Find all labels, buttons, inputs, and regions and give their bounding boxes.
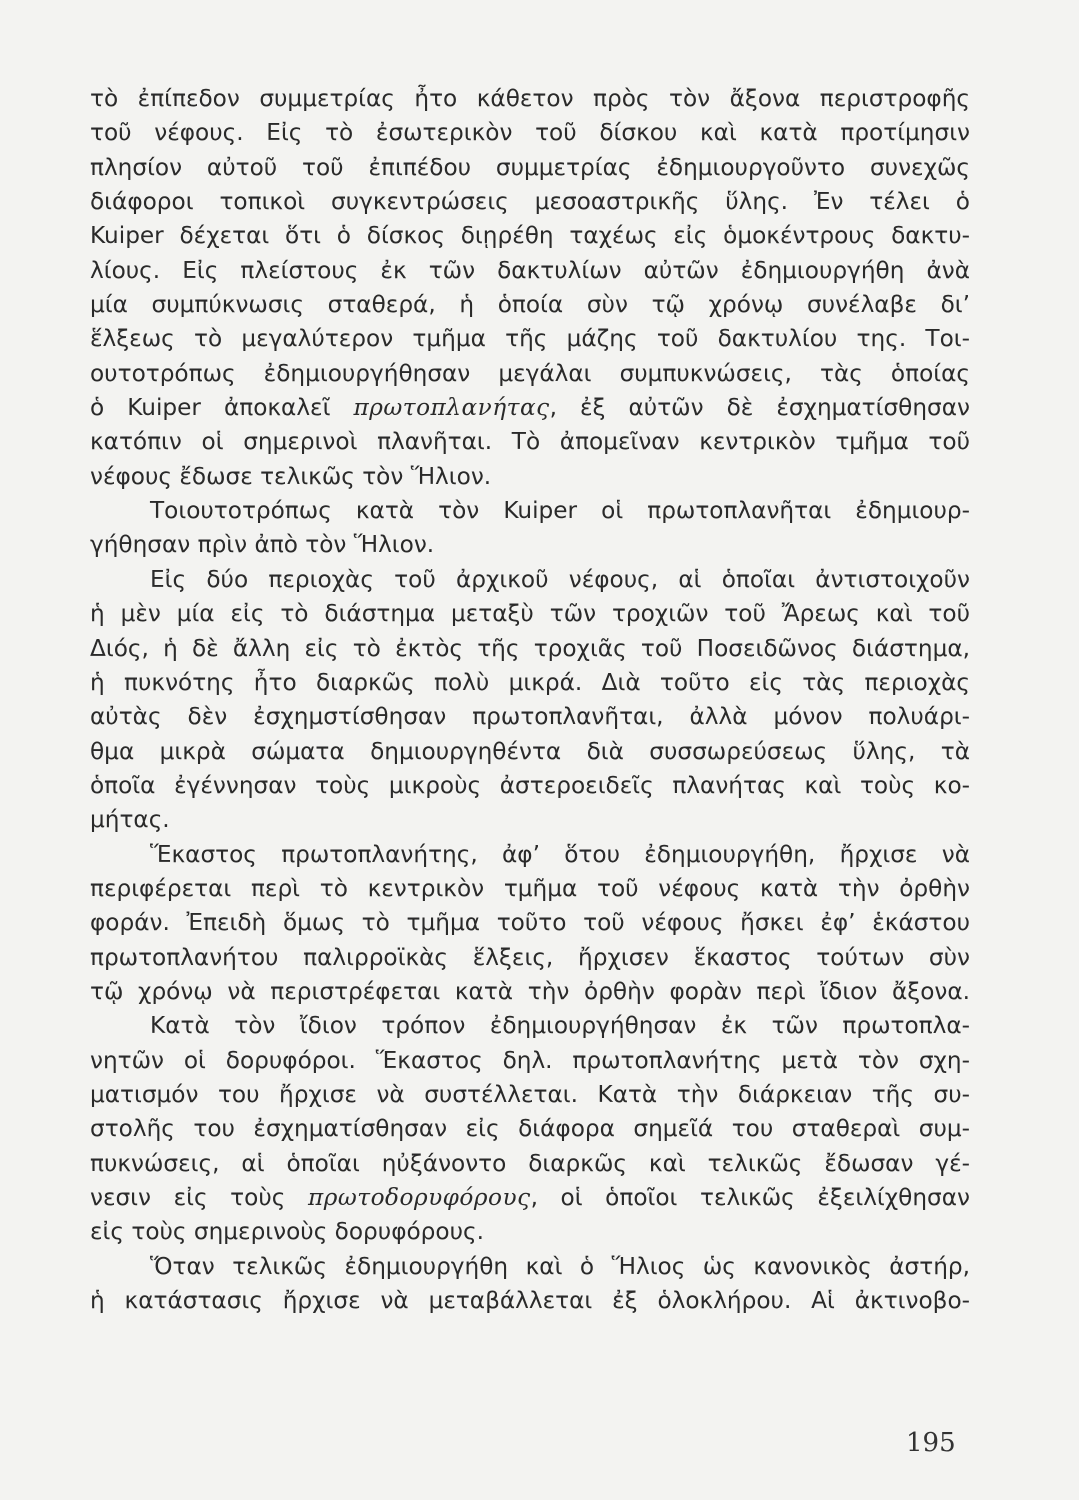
- text-line: ἡ κατάστασις ἤρχισε νὰ μεταβάλλεται ἐξ ὁλοκλήρου. Αἱ ἀκτινοβο-: [90, 1287, 970, 1315]
- text-line: ὁποῖα ἐγέννησαν τοὺς μικροὺς ἀστεροειδεῖς πλανήτας καὶ τοὺς κο-: [90, 771, 970, 799]
- text-line: ἕλξεως τὸ μεγαλύτερον τμῆμα τῆς μάζης τοῦ δακτυλίου της. Τοι-: [90, 325, 970, 353]
- text-line: τὸ ἐπίπεδον συμμετρίας ἦτο κάθετον πρὸς τὸν ἄξονα περιστροφῆς: [90, 85, 970, 112]
- text-line: [90, 1181, 970, 1215]
- text-line: ματισμόν του ἤρχισε νὰ συστέλλεται. Κατὰ τὴν διάρκειαν τῆς συ-: [90, 1080, 970, 1108]
- text-line: περιφέρεται περὶ τὸ κεντρικὸν τμῆμα τοῦ νέφους κατὰ τὴν ὀρθὴν: [90, 874, 970, 902]
- text-line: ἡ μὲν μία εἰς τὸ διάστημα μεταξὺ τῶν τροχιῶν τοῦ Ἄρεως καὶ τοῦ: [90, 600, 970, 628]
- text-line: τοῦ νέφους. Εἰς τὸ ἐσωτερικὸν τοῦ δίσκου καὶ κατὰ προτίμησιν: [90, 119, 970, 147]
- text-line: Διός, ἡ δὲ ἄλλη εἰς τὸ ἐκτὸς τῆς τροχιᾶς τοῦ Ποσειδῶνος διάστημα,: [90, 634, 970, 662]
- text-line: ουτοτρόπως ἐδημιουργήθησαν μεγάλαι συμπυκνώσεις, τὰς ὁποίας: [90, 359, 970, 387]
- page-number: 195: [906, 1428, 956, 1458]
- text-line: αὐτὰς δὲν ἐσχημστίσθησαν πρωτοπλανῆται, ἀλλὰ μόνον πολυάρι-: [90, 703, 970, 731]
- body-text: [90, 82, 970, 1318]
- text-line: Τοιουτοτρόπως κατὰ τὸν Kuiper οἱ πρωτοπλανῆται ἐδημιουρ-: [150, 497, 970, 525]
- text-line: τῷ χρόνῳ νὰ περιστρέφεται κατὰ τὴν ὀρθὴν φορὰν περὶ ἴδιον ἄξονα.: [90, 977, 970, 1005]
- italic-term: πρωτοδορυφόρους: [307, 1184, 531, 1211]
- text-segment: ὁ Kuiper ἀποκαλεῖ: [90, 394, 354, 422]
- text-line: γήθησαν πρὶν ἀπὸ τὸν Ἥλιον.: [90, 531, 435, 559]
- text-line: νητῶν οἱ δορυφόροι. Ἕκαστος δηλ. πρωτοπλανήτης μετὰ τὸν σχη-: [90, 1046, 970, 1074]
- italic-term: πρωτοπλανήτας: [353, 394, 550, 422]
- text-line: [90, 391, 970, 425]
- text-line: Ὅταν τελικῶς ἐδημιουργήθη καὶ ὁ Ἥλιος ὡς κανονικὸς ἀστήρ,: [150, 1252, 970, 1280]
- text-line: κατόπιν οἱ σημερινοὶ πλανῆται. Τὸ ἀπομεῖναν κεντρικὸν τμῆμα τοῦ: [90, 428, 970, 456]
- text-line: πρωτοπλανήτου παλιρροϊκὰς ἕλξεις, ἤρχισεν ἕκαστος τούτων σὺν: [90, 943, 970, 971]
- text-line: Kuiper δέχεται ὅτι ὁ δίσκος διῃρέθη ταχέως εἰς ὁμοκέντρους δακτυ-: [90, 222, 970, 250]
- text-line: θμα μικρὰ σώματα δημιουργηθέντα διὰ συσσωρεύσεως ὕλης, τὰ: [90, 737, 970, 765]
- text-line: Κατὰ τὸν ἴδιον τρόπον ἐδημιουργήθησαν ἐκ τῶν πρωτοπλα-: [150, 1012, 970, 1040]
- text-segment: , ἐξ αὐτῶν δὲ ἐσχηματίσθησαν: [549, 394, 970, 422]
- text-line: στολῆς του ἐσχηματίσθησαν εἰς διάφορα σημεῖά του σταθεραὶ συμ-: [90, 1115, 970, 1143]
- text-line: φοράν. Ἐπειδὴ ὅμως τὸ τμῆμα τοῦτο τοῦ νέφους ἤσκει ἐφ’ ἑκάστου: [90, 909, 970, 937]
- text-line: μία συμπύκνωσις σταθερά, ἡ ὁποία σὺν τῷ χρόνῳ συνέλαβε δι’: [90, 291, 970, 319]
- text-line: Ἕκαστος πρωτοπλανήτης, ἀφ’ ὅτου ἐδημιουργήθη, ἤρχισε νὰ: [150, 840, 970, 868]
- text-segment: , οἱ ὁποῖοι τελικῶς ἐξειλίχθησαν: [530, 1184, 970, 1211]
- text-line: μήτας.: [90, 806, 170, 834]
- text-line: νέφους ἔδωσε τελικῶς τὸν Ἥλιον.: [90, 462, 492, 490]
- text-line: πυκνώσεις, αἱ ὁποῖαι ηὐξάνοντο διαρκῶς καὶ τελικῶς ἔδωσαν γέ-: [90, 1149, 970, 1177]
- text-line: διάφοροι τοπικοὶ συγκεντρώσεις μεσοαστρικῆς ὕλης. Ἐν τέλει ὁ: [90, 188, 970, 216]
- text-line: πλησίον αὐτοῦ τοῦ ἐπιπέδου συμμετρίας ἐδημιουργοῦντο συνεχῶς: [90, 153, 970, 181]
- text-line: εἰς τοὺς σημερινοὺς δορυφόρους.: [90, 1218, 484, 1246]
- text-line: ἡ πυκνότης ἦτο διαρκῶς πολὺ μικρά. Διὰ τοῦτο εἰς τὰς περιοχὰς: [90, 668, 970, 696]
- text-segment: νεσιν εἰς τοὺς: [90, 1184, 308, 1211]
- text-line: λίους. Εἰς πλείστους ἐκ τῶν δακτυλίων αὐτῶν ἐδημιουργήθη ἀνὰ: [90, 256, 970, 284]
- text-line: Εἰς δύο περιοχὰς τοῦ ἀρχικοῦ νέφους, αἱ ὁποῖαι ἀντιστοιχοῦν: [150, 565, 970, 593]
